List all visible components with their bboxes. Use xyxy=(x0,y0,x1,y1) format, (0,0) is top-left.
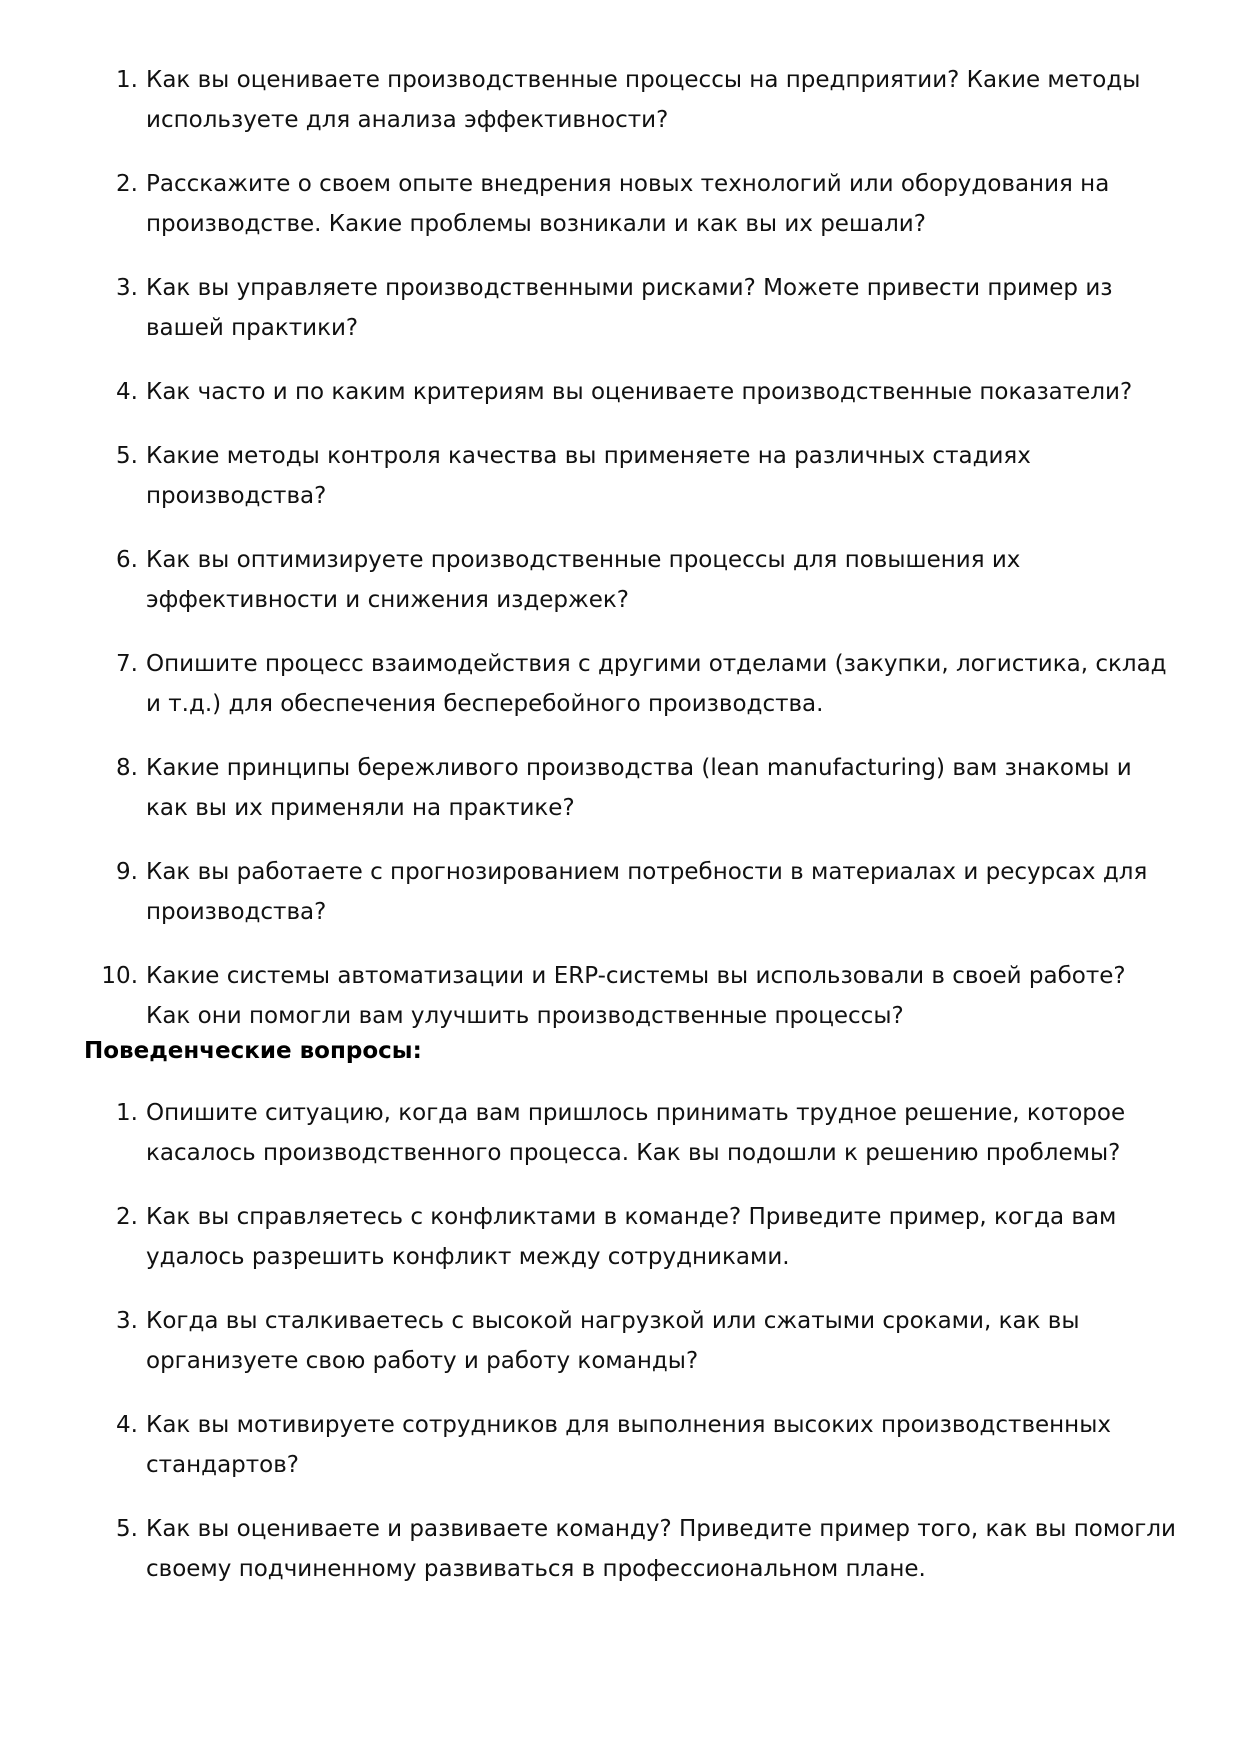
list-item-number: 6. xyxy=(116,547,138,573)
list-item-text: Расскажите о своем опыте внедрения новых технологий или оборудования на производстве. Какие проблемы возникали и как вы их решали? xyxy=(146,171,1110,237)
list-item-number: 5. xyxy=(116,1516,138,1542)
list-item xyxy=(0,748,1239,828)
behavioral-questions-list xyxy=(0,1093,1239,1613)
list-item xyxy=(0,436,1239,516)
list-item-text: Как вы справляетесь с конфликтами в команде? Приведите пример, когда вам удалось разрешить конфликт между сотрудниками. xyxy=(146,1204,1117,1270)
list-item-text: Как вы оцениваете и развиваете команду? Приведите пример того, как вы помогли своему подчиненному развиваться в профессиональном плане. xyxy=(146,1516,1176,1582)
list-item xyxy=(0,268,1239,348)
list-item xyxy=(0,1301,1239,1381)
list-item-number: 1. xyxy=(116,1100,138,1126)
list-item-text: Как вы оцениваете производственные процессы на предприятии? Какие методы используете для анализа эффективности? xyxy=(146,67,1141,133)
list-item-text: Когда вы сталкиваетесь с высокой нагрузкой или сжатыми сроками, как вы организуете свою работу и работу команды? xyxy=(146,1308,1080,1374)
behavioral-section-heading: Поведенческие вопросы: xyxy=(84,1038,422,1064)
list-item xyxy=(0,1405,1239,1485)
list-item-text: Опишите процесс взаимодействия с другими отделами (закупки, логистика, склад и т.д.) для обеспечения бесперебойного производства. xyxy=(146,651,1167,717)
list-item xyxy=(0,372,1239,412)
list-item-number: 3. xyxy=(116,1308,138,1334)
list-item xyxy=(0,644,1239,724)
technical-questions-list xyxy=(0,60,1239,1060)
list-item-text: Как вы работаете с прогнозированием потребности в материалах и ресурсах для производства? xyxy=(146,859,1148,925)
list-item-text: Как часто и по каким критериям вы оцениваете производственные показатели? xyxy=(146,379,1133,405)
list-item-number: 5. xyxy=(116,443,138,469)
list-item-text: Как вы мотивируете сотрудников для выполнения высоких производственных стандартов? xyxy=(146,1412,1111,1478)
list-item-number: 4. xyxy=(116,379,138,405)
list-item xyxy=(0,1093,1239,1173)
list-item xyxy=(0,956,1239,1036)
list-item-number: 9. xyxy=(116,859,138,885)
list-item-number: 10. xyxy=(101,963,138,989)
list-item xyxy=(0,60,1239,140)
list-item xyxy=(0,164,1239,244)
list-item xyxy=(0,1197,1239,1277)
list-item-number: 3. xyxy=(116,275,138,301)
list-item-text: Какие принципы бережливого производства (lean manufacturing) вам знакомы и как вы их применяли на практике? xyxy=(146,755,1132,821)
list-item-number: 4. xyxy=(116,1412,138,1438)
list-item-number: 1. xyxy=(116,67,138,93)
list-item xyxy=(0,540,1239,620)
list-item-text: Какие методы контроля качества вы применяете на различных стадиях производства? xyxy=(146,443,1031,509)
list-item-text: Как вы управляете производственными рисками? Можете привести пример из вашей практики? xyxy=(146,275,1113,341)
list-item-text: Как вы оптимизируете производственные процессы для повышения их эффективности и снижения издержек? xyxy=(146,547,1021,613)
list-item xyxy=(0,852,1239,932)
list-item-number: 2. xyxy=(116,1204,138,1230)
list-item xyxy=(0,1509,1239,1589)
list-item-number: 7. xyxy=(116,651,138,677)
list-item-number: 2. xyxy=(116,171,138,197)
list-item-text: Опишите ситуацию, когда вам пришлось принимать трудное решение, которое касалось производственного процесса. Как вы подошли к решению проблемы? xyxy=(146,1100,1126,1166)
list-item-text: Какие системы автоматизации и ERP-системы вы использовали в своей работе? Как они помогли вам улучшить производственные процессы? xyxy=(146,963,1126,1029)
list-item-number: 8. xyxy=(116,755,138,781)
